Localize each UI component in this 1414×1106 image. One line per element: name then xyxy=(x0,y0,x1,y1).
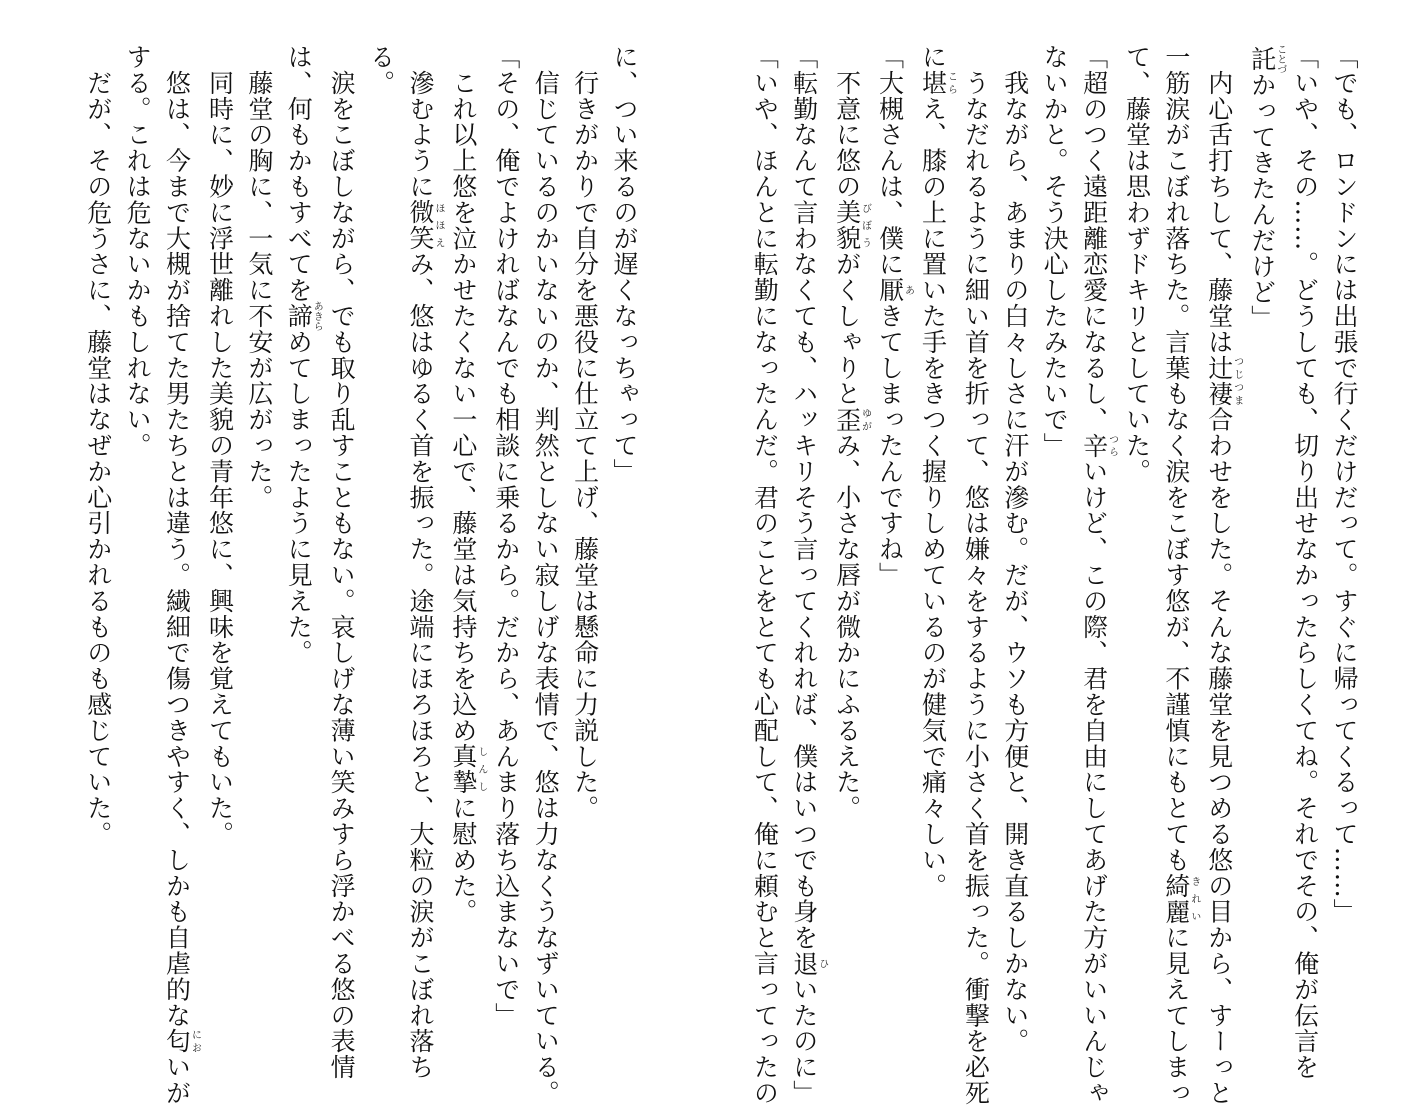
text-run: 涙をこぼしながら、でも取り乱すこともない。哀しげな薄い笑みすら浮かべる悠の表情 xyxy=(327,44,357,1080)
ruby-reading: こら xyxy=(945,69,957,96)
text-run: 不意に悠の xyxy=(832,44,862,200)
text-line xyxy=(157,44,201,1106)
text-run: する。これは危ないかもしれない。 xyxy=(123,44,153,459)
ruby-annotation xyxy=(1161,872,1200,925)
ruby-annotation xyxy=(448,743,487,796)
text-run: に慰めた。 xyxy=(448,795,478,925)
ruby-base: 綺麗 xyxy=(1161,872,1191,925)
text-run: がくしゃりと xyxy=(832,251,862,407)
ruby-annotation xyxy=(918,69,957,96)
text-line xyxy=(443,44,486,964)
left-page xyxy=(83,44,644,1106)
ruby-reading: あ xyxy=(902,277,914,304)
ruby-base: 匂 xyxy=(162,1028,192,1055)
ruby-reading: ゆが xyxy=(859,406,871,433)
text-line xyxy=(827,44,870,964)
text-line xyxy=(995,44,1034,1055)
text-run: いが xyxy=(162,1054,192,1106)
ruby-annotation xyxy=(1204,354,1243,407)
ruby-base: 厭 xyxy=(875,277,905,304)
text-run: 「超のつく遠距離恋愛になるし、 xyxy=(1079,44,1109,433)
text-run: かってきたんだけど」 xyxy=(1247,71,1277,331)
ruby-annotation xyxy=(789,950,828,977)
text-line xyxy=(1117,44,1156,964)
text-line xyxy=(1199,44,1243,1106)
ruby-reading: びぼう xyxy=(859,199,871,252)
text-line xyxy=(1285,44,1324,1080)
text-line xyxy=(401,44,444,1081)
text-line xyxy=(239,44,278,964)
ruby-annotation xyxy=(832,406,871,433)
text-run: 「いや、その……。どうしても、切り出せなかったらしくてね。それでその、俺が伝言を xyxy=(1290,44,1320,1080)
text-run: うなだれるように細い首を折って、悠は嫌々をするように小さく首を振った。衝撃を必死 xyxy=(961,44,991,1106)
ruby-base: 歪 xyxy=(832,406,862,433)
text-run: 我ながら、あまりの白々しさに汗が滲む。だが、ウソも方便と、開き直るしかない。 xyxy=(1000,44,1030,1055)
text-line xyxy=(1325,44,1364,964)
text-run: に、つい来るのが遅くなっちゃって」 xyxy=(610,44,639,485)
text-line xyxy=(1242,44,1285,964)
text-line xyxy=(1156,44,1200,1106)
text-run: え、膝の上に置いた手をきつく握りしめているのが健気で痛々しい。 xyxy=(918,95,948,899)
ruby-base: 微笑 xyxy=(405,199,435,252)
text-line xyxy=(486,44,525,1029)
text-run: 内心舌打ちして、藤堂は xyxy=(1204,44,1234,355)
text-run: 悠は、今まで大槻が捨てた男たちとは違う。繊細で傷つきやすく、しかも自虐的な xyxy=(162,44,192,1029)
text-run: いけど、この際、君を自由にしてあげた方がいいんじゃ xyxy=(1079,458,1109,1106)
ruby-annotation xyxy=(1079,432,1118,459)
text-run: だが、その危うさに、藤堂はなぜか心引かれるものも感じていた。 xyxy=(83,44,113,847)
text-run: 同時に、妙に浮世離れした美貌の青年悠に、興味を覚えてもいた。 xyxy=(205,44,235,847)
text-line xyxy=(322,44,361,1080)
text-run: 一筋涙がこぼれ落ちた。言葉もなく涙をこぼす悠が、不謹慎にもとても xyxy=(1161,44,1191,873)
text-run: 行きがかりで自分を悪役に仕立て上げ、藤堂は懸命に力説した。 xyxy=(570,44,600,821)
ruby-reading: つじつま xyxy=(1231,354,1243,407)
text-line xyxy=(956,44,995,1106)
text-run: 信じているのかいないのか、判然としない寂しげな表情で、悠は力なくうなずいている。 xyxy=(531,44,561,1106)
text-run: いたのに」 xyxy=(789,976,819,1106)
text-line xyxy=(526,44,565,1106)
text-line xyxy=(870,44,913,964)
ruby-base: 真摯 xyxy=(448,743,478,796)
text-run: 「でも、ロンドンには出張で行くだけだって。すぐに帰ってくるって……」 xyxy=(1330,44,1359,925)
text-line xyxy=(784,44,828,1106)
ruby-annotation xyxy=(162,1028,201,1055)
ruby-base: 堪 xyxy=(918,69,948,96)
text-run: 「いや、ほんとに転勤になったんだ。君のことをとても心配して、俺に頼むと言ってったの xyxy=(750,44,780,1106)
ruby-annotation xyxy=(875,277,914,304)
ruby-reading: ほほえ xyxy=(432,199,444,252)
text-run: み、小さな唇が微かにふるえた。 xyxy=(832,432,862,822)
text-run: に xyxy=(918,44,948,70)
ruby-reading: ひ xyxy=(816,950,828,977)
ruby-base: 美貌 xyxy=(832,199,862,252)
text-run: は、何もかもすべてを xyxy=(284,44,314,303)
ruby-annotation xyxy=(1247,44,1286,74)
ruby-base: 託 xyxy=(1247,44,1277,74)
ruby-reading: しんし xyxy=(475,743,487,796)
ruby-annotation xyxy=(284,300,323,331)
text-run: る。 xyxy=(366,44,396,96)
text-line xyxy=(78,44,117,964)
ruby-reading: きれい xyxy=(1188,872,1200,925)
text-run: 「大槻さんは、僕に xyxy=(875,44,905,278)
ruby-reading: つら xyxy=(1106,432,1118,459)
text-run: て、藤堂は思わずドキリとしていた。 xyxy=(1122,44,1152,485)
text-line xyxy=(565,44,604,964)
text-run: めてしまったように見えた。 xyxy=(284,328,314,666)
text-run: 滲むように xyxy=(405,44,435,200)
text-run: これ以上悠を泣かせたくない一心で、藤堂は気持ちを込め xyxy=(448,44,478,744)
text-run: 合わせをした。そんな藤堂を見つめる悠の目から、すーっと xyxy=(1204,406,1234,1106)
ruby-base: 諦 xyxy=(284,300,314,331)
text-run: 「その、俺でよければなんでも相談に乗るから。だから、あんまり落ち込まないで」 xyxy=(491,44,521,1029)
ruby-base: 退 xyxy=(789,950,819,977)
text-line xyxy=(118,44,157,964)
text-run: 「転勤なんて言わなくても、ハッキリそう言ってくれれば、僕はいつでも身を xyxy=(789,44,819,951)
ruby-annotation xyxy=(832,199,871,252)
text-line xyxy=(913,44,956,964)
ruby-annotation xyxy=(405,199,444,252)
ruby-reading: にお xyxy=(189,1028,201,1055)
ruby-reading: ことづ xyxy=(1274,44,1286,74)
text-line xyxy=(1074,44,1118,1106)
text-line xyxy=(605,44,644,964)
ruby-base: 辛 xyxy=(1079,432,1109,459)
right-page xyxy=(750,44,1364,1106)
text-line xyxy=(1035,44,1074,964)
text-run: に見えてしまっ xyxy=(1161,924,1191,1106)
ruby-base: 辻褄 xyxy=(1204,354,1234,407)
text-line xyxy=(361,44,400,964)
text-run: きてしまったんですね」 xyxy=(875,303,905,588)
text-run: 藤堂の胸に、一気に不安が広がった。 xyxy=(244,44,274,511)
ruby-reading: あきら xyxy=(311,300,323,331)
text-line xyxy=(279,44,322,964)
text-run: ないかと。そう決心したみたいで」 xyxy=(1040,44,1070,459)
text-run: み、悠はゆるく首を振った。途端にほろほろと、大粒の涙がこぼれ落ち xyxy=(405,251,435,1081)
text-line xyxy=(200,44,239,964)
text-line xyxy=(745,44,784,1106)
